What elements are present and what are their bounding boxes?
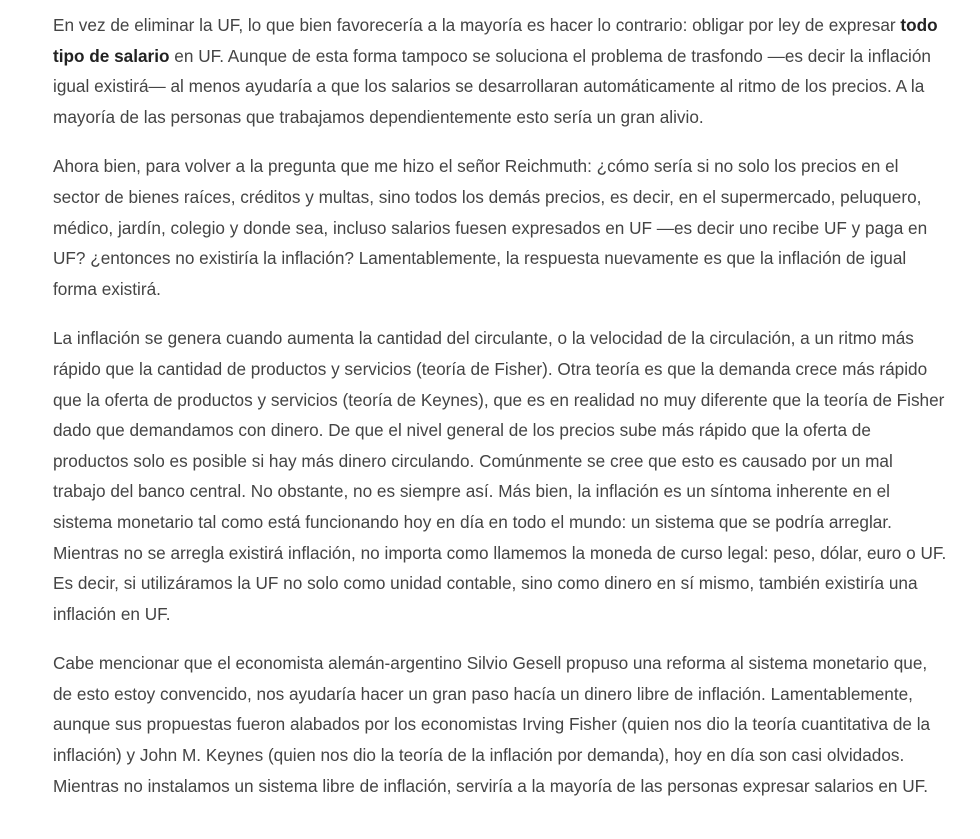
paragraph-2: Ahora bien, para volver a la pregunta que me hizo el señor Reichmuth: ¿cómo sería si no solo los precios en el sector de bienes raíces, créditos y multas, sino todos los demás precios, es decir, en el supermercado, peluquero, médico, jardín, colegio y donde sea, incluso salarios fuesen expresados en UF —es decir uno recibe UF y paga en UF? ¿entonces no existiría la inflación? Lamentablemente, la respuesta nuevamente es que la inflación de igual forma existirá. bbox=[53, 156, 928, 299]
paragraph-1-lead: En vez de eliminar la UF, lo que bien favorecería a la mayoría es hacer lo contrario: obligar por ley de expresar bbox=[53, 15, 901, 35]
paragraph-4: Cabe mencionar que el economista alemán-argentino Silvio Gesell propuso una reforma al sistema monetario que, de esto estoy convencido, nos ayudaría hacer un gran paso hacía un dinero libre de inflación. Lamentablemente, aunque sus propuestas fueron alabados por los economistas Irving Fisher (quien nos dio la teoría cuantitativa de la inflación) y John M. Keynes (quien nos dio la teoría de la inflación por demanda), hoy en día son casi olvidados. Mientras no instalamos un sistema libre de inflación, serviría a la mayoría de las personas expresar salarios en UF. bbox=[53, 653, 931, 796]
paragraph-3: La inflación se genera cuando aumenta la cantidad del circulante, o la velocidad de la circulación, a un ritmo más rápido que la cantidad de productos y servicios (teoría de Fisher). Otra teoría es que la demanda crece más rápido que la oferta de productos y servicios (teoría de Keynes), que es en realidad no muy diferente que la teoría de Fisher dado que demandamos con dinero. De que el nivel general de los precios sube más rápido que la oferta de productos solo es posible si hay más dinero circulando. Comúnmente se cree que esto es causado por un mal trabajo del banco central. No obstante, no es siempre así. Más bien, la inflación es un síntoma inherente en el sistema monetario tal como está funcionando hoy en día en todo el mundo: un sistema que se podría arreglar. Mientras no se arregla existirá inflación, no importa como llamemos la moneda de curso legal: peso, dólar, euro o UF. Es decir, si utilizáramos la UF no solo como unidad contable, sino como dinero en sí mismo, también existiría una inflación en UF. bbox=[53, 328, 947, 624]
paragraph-1-rest: en UF. Aunque de esta forma tampoco se soluciona el problema de trasfondo —es decir la inflación igual existirá— al menos ayudaría a que los salarios se desarrollaran automáticamente al ritmo de los precios. A la mayoría de las personas que trabajamos dependientemente esto sería un gran alivio. bbox=[53, 45, 931, 127]
article-body bbox=[53, 10, 948, 820]
paragraph-1 bbox=[53, 10, 948, 132]
bold-salary-phrase: todo tipo de salario bbox=[53, 15, 938, 66]
